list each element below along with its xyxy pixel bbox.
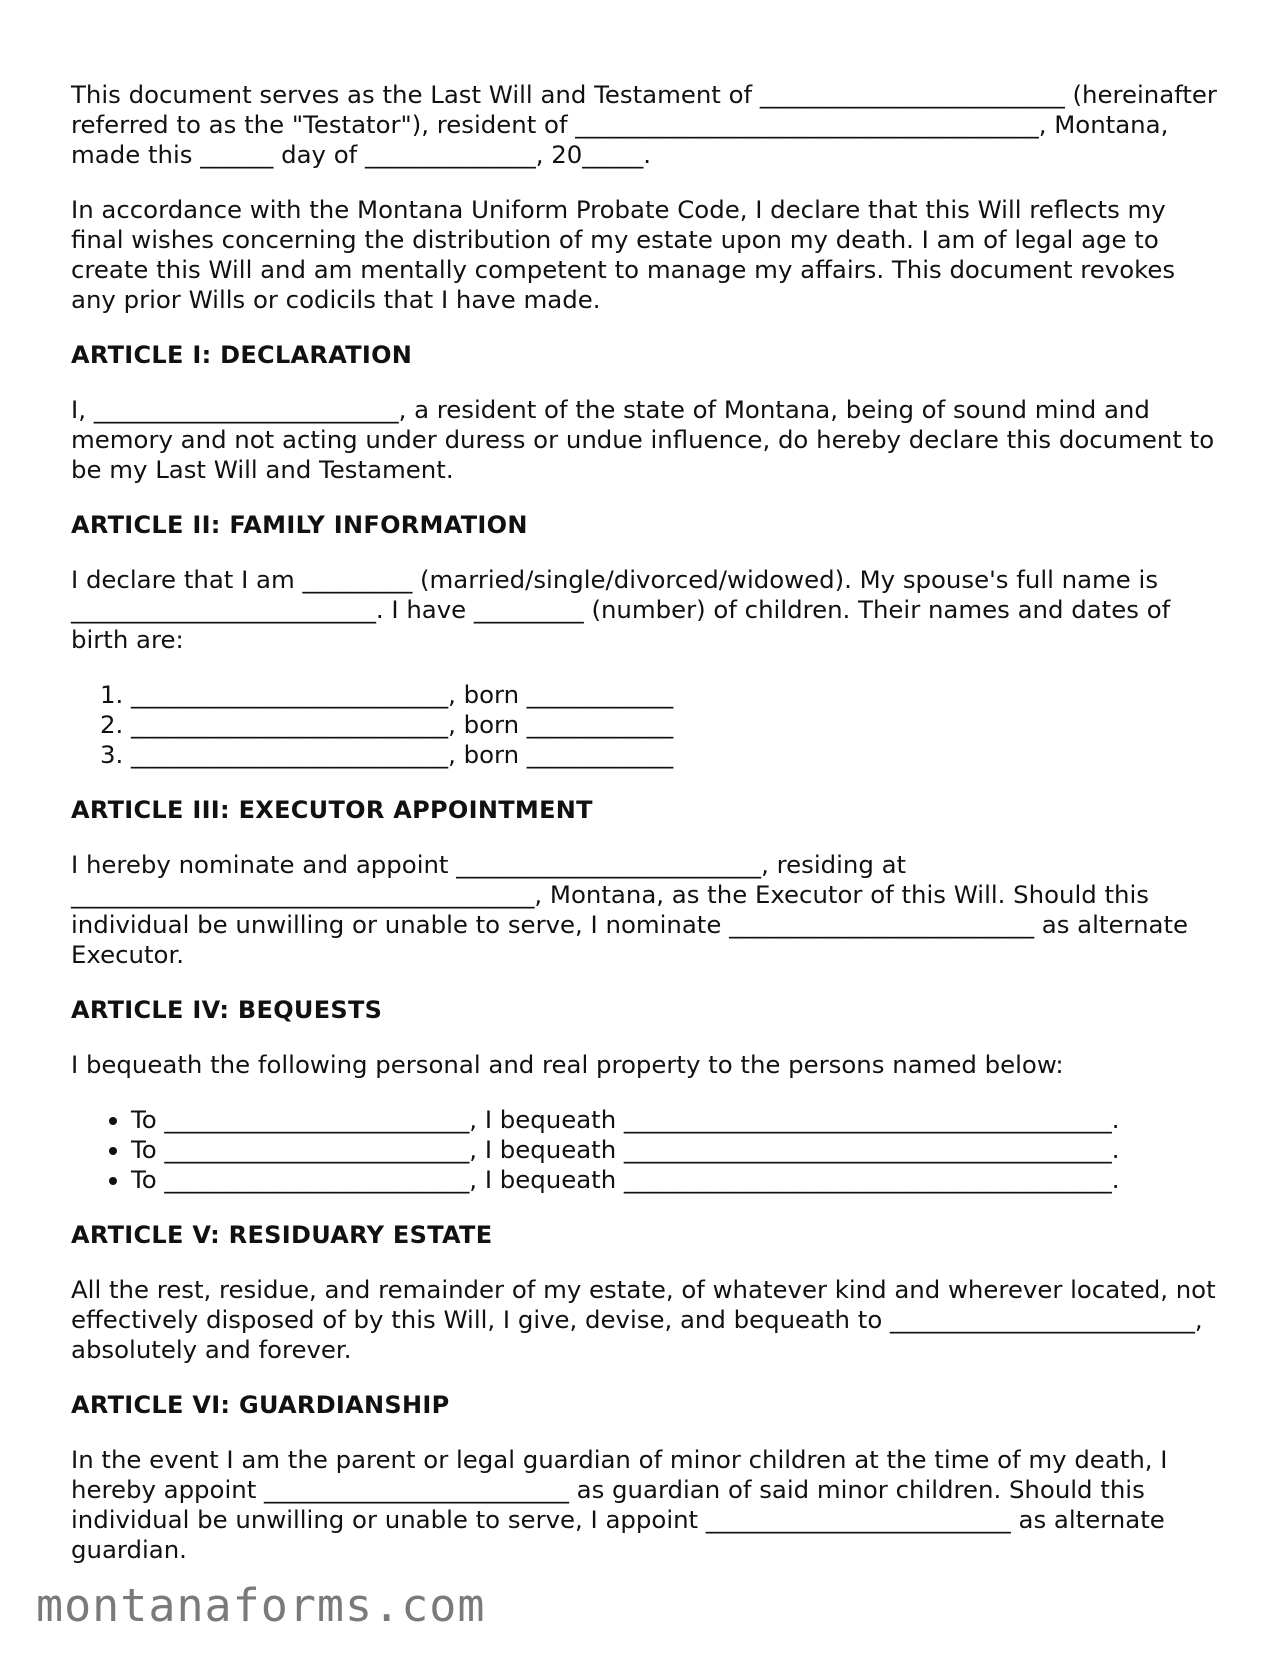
intro-paragraph: This document serves as the Last Will and Testament of _________________________ (hereinafter referred to as the "Testator"), resident of ______________________________________, Montana, made this ______ day of ______________, 20_____. — [71, 80, 1217, 169]
bequests-list — [71, 1105, 1221, 1195]
article-1-heading: ARTICLE I: DECLARATION — [71, 341, 413, 369]
article-5-text: All the rest, residue, and remainder of my estate, of whatever kind and wherever located, not effectively disposed of by this Will, I give, devise, and bequeath to _________________________, absolutely and forever. — [71, 1275, 1216, 1364]
declaration-paragraph: In accordance with the Montana Uniform Probate Code, I declare that this Will reflects my final wishes concerning the distribution of my estate upon my death. I am of legal age to create this Will and am mentally competent to manage my affairs. This document revokes any prior Wills or codicils that I have made. — [71, 195, 1176, 314]
bequest-entry-3: • To _________________________, I bequeath ________________________________________. — [131, 1165, 1221, 1195]
children-list — [71, 680, 1221, 770]
bequest-entry-2: • To _________________________, I bequeath ________________________________________. — [131, 1135, 1221, 1165]
article-3-text: I hereby nominate and appoint _________________________, residing at ______________________________________, Montana, as the Executor of this Will. Should this individual be unwilling or unable to serve, I nominate _________________________ as alternate Executor. — [71, 850, 1189, 969]
article-3-heading: ARTICLE III: EXECUTOR APPOINTMENT — [71, 796, 593, 824]
article-6-text: In the event I am the parent or legal guardian of minor children at the time of my death, I hereby appoint _________________________ as guardian of said minor children. Should this individual be unwilling or unable to serve, I appoint _________________________ as alternate guardian. — [71, 1445, 1168, 1564]
article-6-heading: ARTICLE VI: GUARDIANSHIP — [71, 1391, 450, 1419]
article-2-text: I declare that I am _________ (married/single/divorced/widowed). My spouse's full name is _________________________. I have _________ (number) of children. Their names and dates of birth are: — [71, 565, 1171, 654]
bequest-entry-1: • To _________________________, I bequeath ________________________________________. — [131, 1105, 1221, 1135]
article-2-heading: ARTICLE II: FAMILY INFORMATION — [71, 511, 528, 539]
child-entry-3: 3. __________________________, born ____________ — [131, 740, 1221, 770]
document-body — [71, 80, 1221, 1590]
site-watermark: montanaforms.com — [36, 1579, 486, 1632]
article-4-heading: ARTICLE IV: BEQUESTS — [71, 996, 383, 1024]
article-4-text: I bequeath the following personal and real property to the persons named below: — [71, 1050, 1064, 1079]
child-entry-2: 2. __________________________, born ____________ — [131, 710, 1221, 740]
article-1-text: I, _________________________, a resident of the state of Montana, being of sound mind and memory and not acting under duress or undue influence, do hereby declare this document to be my Last Will and Testament. — [71, 395, 1215, 484]
article-5-heading: ARTICLE V: RESIDUARY ESTATE — [71, 1221, 493, 1249]
child-entry-1: 1. __________________________, born ____________ — [131, 680, 1221, 710]
